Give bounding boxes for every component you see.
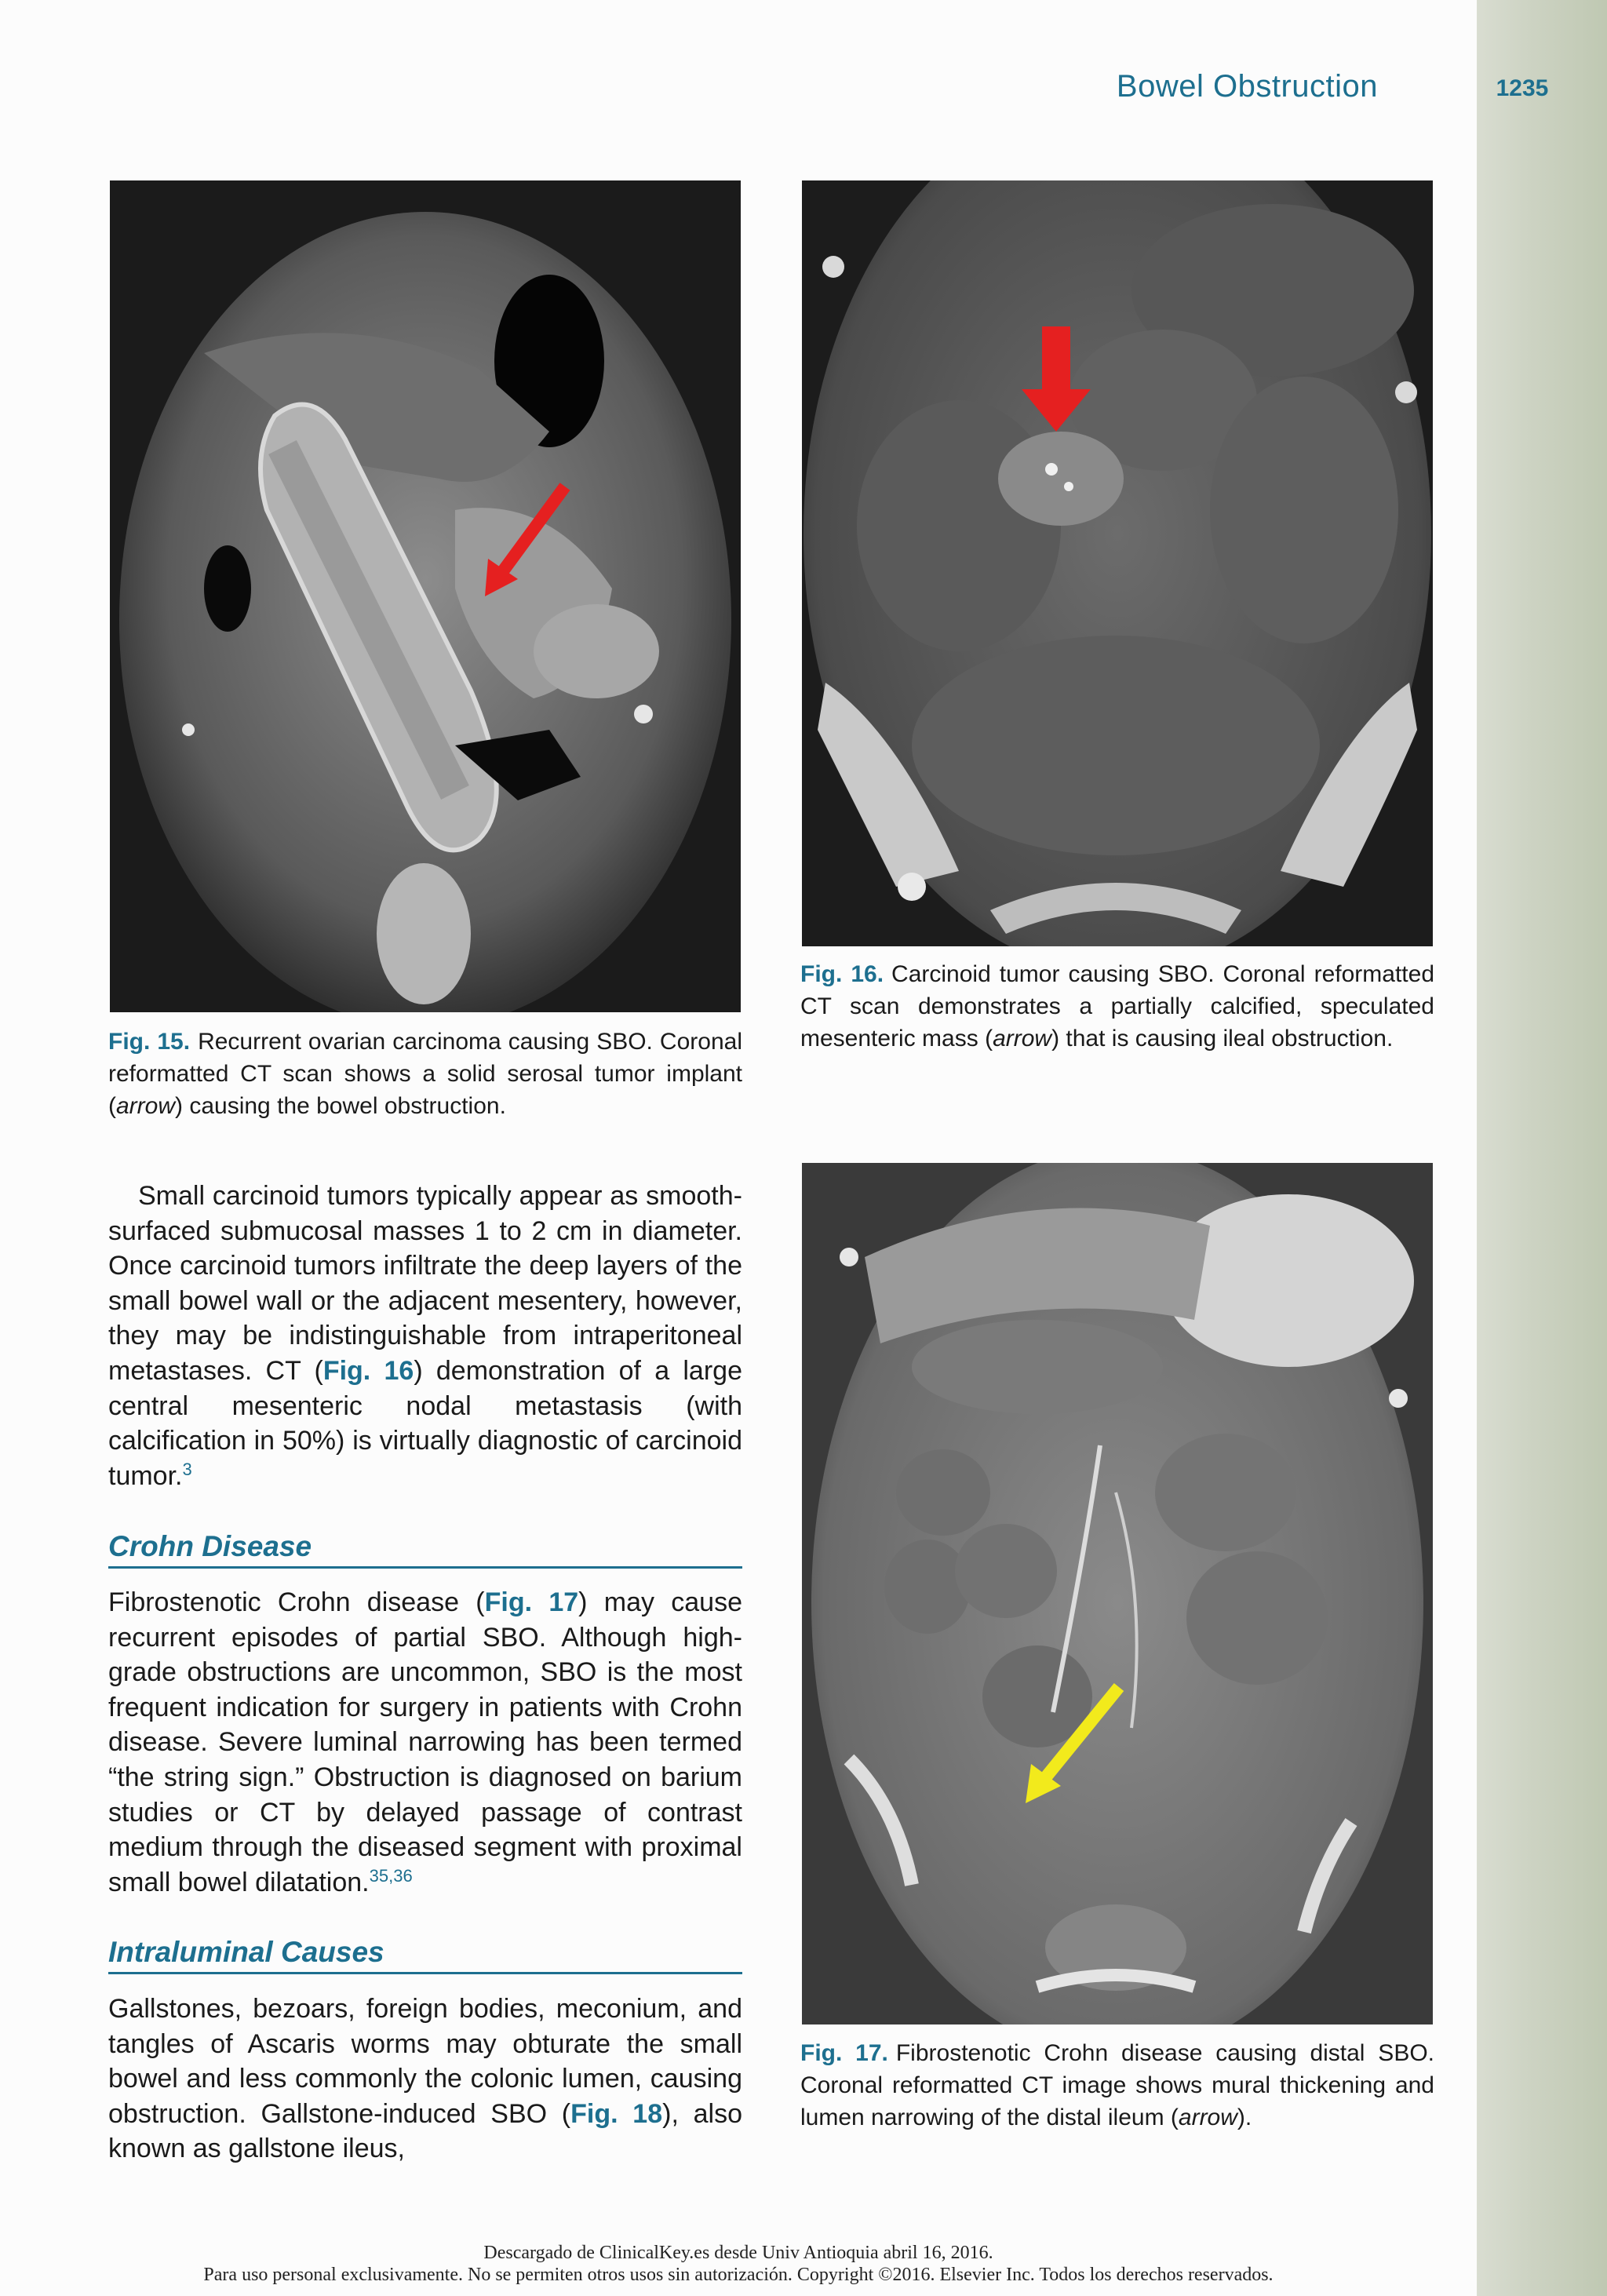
- figure-16-ct-scan: [802, 180, 1433, 946]
- running-title: Bowel Obstruction: [1116, 69, 1378, 104]
- paragraph-carcinoid: Small carcinoid tumors typically appear as smooth-surfaced submucosal masses 1 to 2 cm in diameter. Once carcinoid tumors infiltrate the deep layers of the small bowel wall or the adjacent mesentery, however, they may be indistinguishable from intraperitoneal metastases. CT (Fig. 16) demonstration of a large central mesenteric nodal metastasis (with calcification in 50%) is virtually diagnostic of carcinoid tumor.$^3$: [108, 1181, 742, 1491]
- citation-35-36[interactable]: 35,36: [369, 1865, 413, 1886]
- page-edge-band: [1477, 0, 1607, 2296]
- figure-17-label: Fig. 17.: [800, 2040, 888, 2066]
- section-heading-intraluminal: Intraluminal Causes: [108, 1936, 742, 1974]
- figure-17-caption: Fig. 17. Fibrostenotic Crohn disease causing distal SBO. Coronal reformatted CT image shows mural thickening and lumen narrowing of the distal ileum (arrow).: [800, 2040, 1434, 2130]
- figure-17-ct-scan: [802, 1163, 1433, 2024]
- figure-15-image: [110, 180, 741, 1012]
- figure-17-image: [802, 1163, 1433, 2024]
- paragraph-intraluminal: Gallstones, bezoars, foreign bodies, meconium, and tangles of Ascaris worms may obturate the small bowel and less commonly the colonic lumen, causing obstruction. Gallstone-induced SBO (Fig. 18), also known as gallstone ileus,: [108, 1994, 742, 2164]
- figure-16-label: Fig. 16.: [800, 961, 884, 987]
- figure-15-ct-scan: [110, 180, 741, 1012]
- section-heading-crohn: Crohn Disease: [108, 1530, 742, 1569]
- figure-15-label: Fig. 15.: [108, 1029, 191, 1055]
- figure-16-reference-link[interactable]: Fig. 16: [322, 1355, 414, 1386]
- figure-17-reference-link[interactable]: Fig. 17: [484, 1587, 579, 1617]
- citation-3[interactable]: 3: [182, 1459, 192, 1479]
- paragraph-crohn: Fibrostenotic Crohn disease (Fig. 17) may cause recurrent episodes of partial SBO. Although high-grade obstructions are uncommon, SBO is the most frequent indication for surgery in patients with Crohn disease. Severe luminal narrowing has been termed “the string sign.” Obstruction is diagnosed on barium studies or CT by delayed passage of contrast medium through the diseased segment with proximal small bowel dilatation.$^{35,36}$: [108, 1587, 742, 1897]
- figure-18-reference-link[interactable]: Fig. 18: [570, 2098, 663, 2129]
- footer-download-notice: Descargado de ClinicalKey.es desde Univ Antioquia abril 16, 2016.: [483, 2243, 993, 2263]
- footer-copyright-notice: Para uso personal exclusivamente. No se permiten otros usos sin autorización. Copyright ©2016. Elsevier Inc. Todos los derechos reservados.: [203, 2265, 1274, 2285]
- figure-16-image: [802, 180, 1433, 946]
- figure-16-caption: Fig. 16. Carcinoid tumor causing SBO. Coronal reformatted CT scan demonstrates a partially calcified, speculated mesenteric mass (arrow) that is causing ileal obstruction.: [800, 961, 1434, 1051]
- page-number: 1235: [1496, 75, 1549, 101]
- figure-15-caption: Fig. 15. Recurrent ovarian carcinoma causing SBO. Coronal reformatted CT scan shows a solid serosal tumor implant (arrow) causing the bowel obstruction.: [108, 1029, 742, 1119]
